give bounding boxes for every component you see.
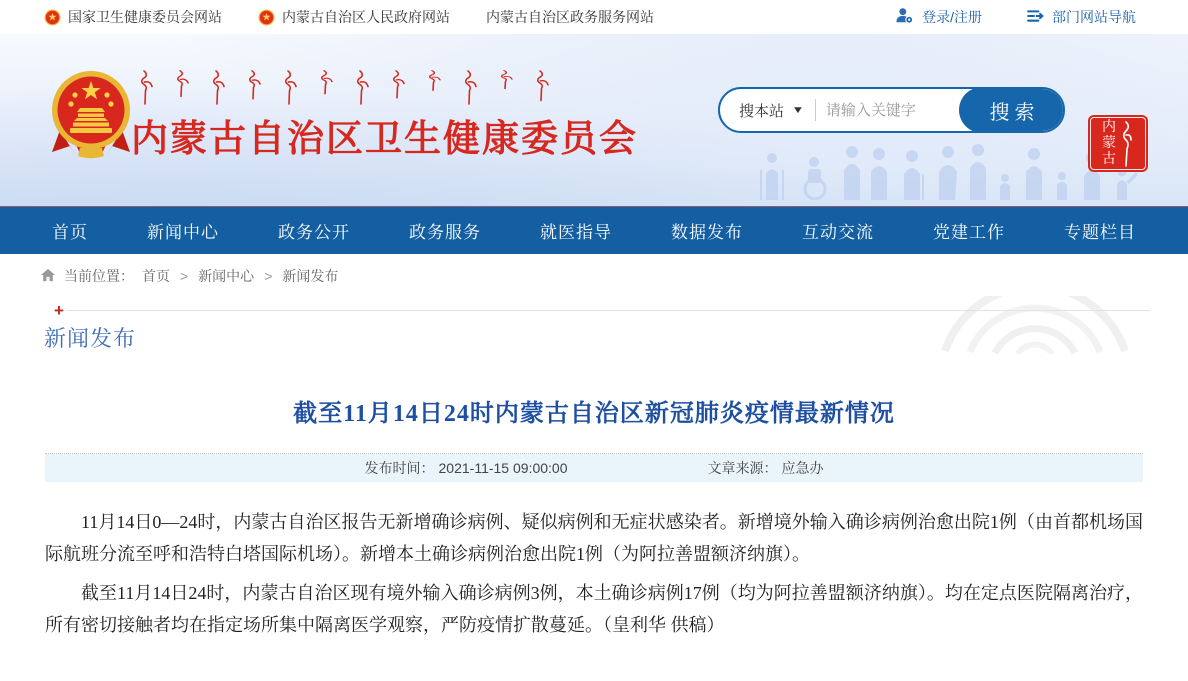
topbar-link-label: 内蒙古自治区政务服务网站 [486,9,654,25]
breadcrumb-item-home[interactable]: 首页 [142,268,170,284]
chevron-down-icon: ▼ [791,104,805,116]
topbar-links [44,7,654,27]
nav-item-gov-affairs[interactable]: 政务公开 [278,223,350,242]
topbar-actions [895,7,1136,27]
search-input[interactable] [816,102,959,119]
breadcrumb [0,254,1188,298]
home-icon [40,268,56,285]
nav-item-data-release[interactable]: 数据发布 [671,223,743,242]
article-paragraph: 截至11月14日24时，内蒙古自治区现有境外输入确诊病例3例，本土确诊病例17例（均为阿拉善盟额济纳旗）。均在定点医院隔离治疗，所有密切接触者均在指定场所集中隔离医学观察，严防疫情扩散蔓延。（皇利华 供稿） [45,583,1143,635]
article-source-value: 应急办 [781,460,824,476]
breadcrumb-item-news-center[interactable]: 新闻中心 [198,268,255,284]
topbar-link-service[interactable] [486,7,654,27]
section-head [0,298,1188,353]
nav-item-medical-guide[interactable]: 就医指导 [540,223,612,242]
search-scope-label: 搜本站 [739,102,785,120]
mongolian-script [138,70,570,111]
breadcrumb-separator: > [180,268,189,284]
seal-text: 内蒙古 [1102,120,1116,167]
publish-time-value: 2021-11-15 09:00:00 [438,460,568,476]
user-icon [895,7,914,27]
topbar-link-label: 国家卫生健康委员会网站 [68,9,222,25]
seal-script-stroke [1120,119,1135,168]
plus-marker: + [54,301,64,320]
article-title: 截至11月14日24时内蒙古自治区新冠肺炎疫情最新情况 [293,401,895,427]
publish-time-label: 发布时间： [364,460,435,476]
section-divider [66,310,1150,311]
search-bar [718,87,1065,133]
article-meta-bar [45,454,1143,482]
people-silhouettes-image [752,142,1142,205]
topbar-link-gov[interactable] [258,7,450,27]
nav-item-gov-services[interactable]: 政务服务 [409,223,481,242]
nav-item-news[interactable]: 新闻中心 [147,223,219,242]
red-seal-stamp [1088,115,1148,172]
breadcrumb-label: 当前位置： [64,268,134,284]
breadcrumb-item-current: 新闻发布 [282,268,339,284]
site-title: 内蒙古自治区卫生健康委员会 [131,118,638,159]
list-arrow-icon [1026,9,1044,26]
section-title: 新闻发布 [44,326,137,351]
dept-site-nav-label: 部门网站导航 [1052,9,1136,25]
nav-item-interaction[interactable]: 互动交流 [802,223,874,242]
national-emblem-logo [48,68,134,160]
dept-site-nav-link[interactable] [1026,7,1136,27]
login-register-link[interactable] [895,7,982,27]
article-source [707,458,823,478]
article-source-label: 文章来源： [707,460,778,476]
site-header [0,34,1188,207]
login-register-label: 登录/注册 [922,9,982,25]
publish-time [365,458,568,478]
nav-item-special-topics[interactable]: 专题栏目 [1064,223,1136,242]
article-paragraph: 11月14日0—24时，内蒙古自治区报告无新增确诊病例、疑似病例和无症状感染者。新增境外输入确诊病例治愈出院1例（由首都机场国际航班分流至呼和浩特白塔国际机场）。新增本土确诊病例治愈出院1例（为阿拉善盟额济纳旗）。 [45,512,1143,564]
article-body [45,506,1143,641]
emblem-icon [258,9,275,26]
topbar-link-label: 内蒙古自治区人民政府网站 [282,9,450,25]
topbar [0,0,1188,34]
article [0,393,1188,641]
nav-item-home[interactable]: 首页 [52,223,88,242]
main-nav [0,207,1188,254]
search-scope-dropdown[interactable] [720,100,815,121]
emblem-icon [44,9,61,26]
search-button[interactable]: 搜索 [959,87,1065,133]
topbar-link-nhc[interactable] [44,7,222,27]
nav-item-party-building[interactable]: 党建工作 [933,223,1005,242]
breadcrumb-separator: > [264,268,273,284]
